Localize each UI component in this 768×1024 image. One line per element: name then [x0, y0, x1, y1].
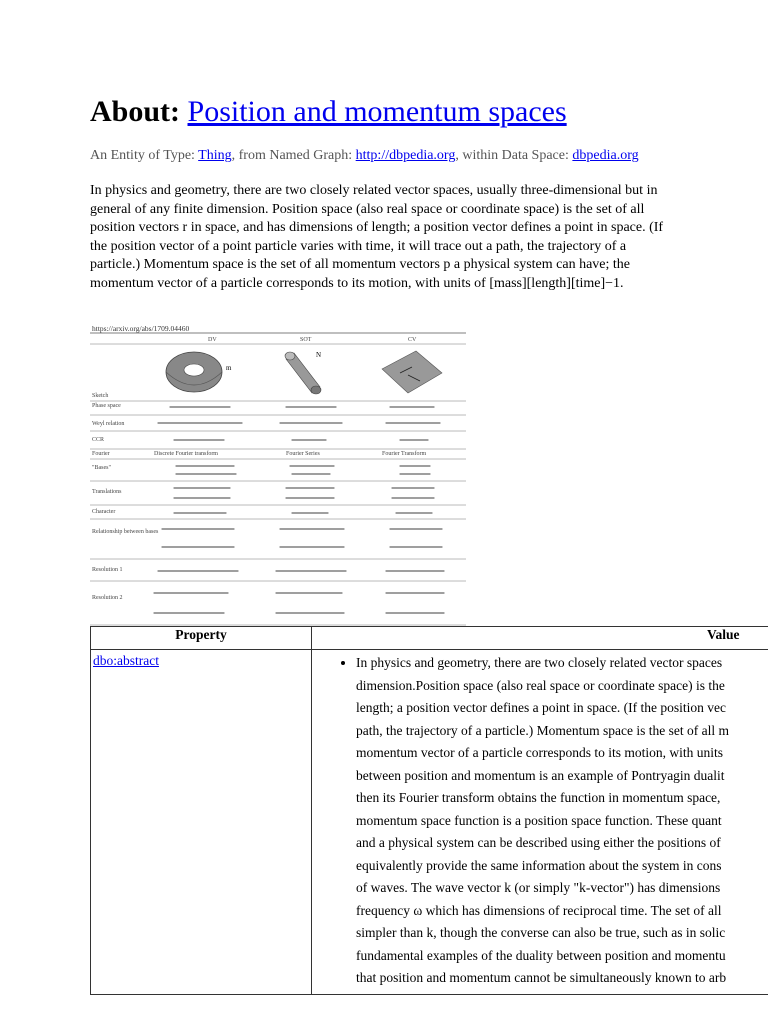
abstract-line: • In physics and geometry, there are two closely related vector spaces — [356, 655, 723, 670]
svg-text:m: m — [226, 364, 232, 372]
row-label: Resolution 2 — [92, 595, 123, 601]
fourier-cell: Fourier Transform — [382, 451, 427, 457]
property-link[interactable]: dbo:abstract — [93, 653, 159, 668]
plane-sketch — [382, 351, 442, 393]
abstract-line: momentum vector of a particle corresponds to its motion, with units — [356, 745, 724, 760]
page — [90, 0, 768, 1024]
figure-col-3: CV — [408, 337, 417, 343]
meta-prefix: An Entity of Type: — [90, 148, 199, 163]
table-row — [91, 650, 768, 995]
row-label: Resolution 1 — [92, 567, 123, 573]
entity-meta — [90, 147, 650, 165]
abstract-line: of waves. The wave vector k (or simply "k-vector") has dimensions — [356, 880, 721, 895]
abstract-line: length; a position vector defines a point in space. (If the position vec — [356, 700, 727, 715]
comparison-table-figure — [90, 323, 466, 627]
title-link[interactable]: Position and momentum spaces — [187, 95, 567, 128]
torus-sketch — [166, 352, 232, 392]
abstract-line: between position and momentum is an example of Pontryagin dualit — [356, 767, 725, 783]
value-column-header — [312, 627, 768, 650]
value-column-label: Value — [707, 627, 740, 642]
fourier-cell: Fourier Series — [286, 451, 320, 457]
abstract-value-item — [356, 652, 768, 990]
abstract-line: then its Fourier transform obtains the function in momentum space, — [356, 790, 721, 805]
row-label: Sketch — [92, 393, 109, 399]
type-link[interactable]: Thing — [198, 148, 232, 163]
figure-col-1: DV — [208, 337, 217, 343]
cylinder-sketch — [285, 351, 321, 394]
abstract-line: frequency ω which has dimensions of reciprocal time. The set of all — [356, 902, 722, 918]
page-title — [90, 92, 567, 132]
row-label: Phase space — [92, 403, 121, 409]
abstract-line: and a physical system can be described using either the positions of — [356, 835, 721, 850]
value-cell — [312, 650, 768, 995]
row-label: Relationship between bases — [92, 529, 159, 535]
table-header-row — [91, 627, 768, 650]
row-label: Weyl relation — [92, 421, 125, 427]
abstract-line: fundamental examples of the duality between position and momentu — [356, 947, 726, 963]
row-label: CCR — [92, 437, 105, 443]
meta-mid: , from Named Graph: — [231, 148, 356, 163]
property-cell — [91, 650, 312, 995]
space-link[interactable]: dbpedia.org — [572, 148, 639, 163]
property-column-header: Property — [91, 627, 312, 650]
abstract-line: equivalently provide the same information about the system in cons — [356, 857, 722, 873]
figure-url: https://arxiv.org/abs/1709.04460 — [92, 324, 190, 333]
abstract-intro: In physics and geometry, there are two closely related vector spaces, usually three-dimensional but in general of any finite dimension. Position space (also real space or coordinate space) is the set of all position vectors r in space, and has dimensions of length; a position vector defines a point in space. (If the position vector of a point particle varies with time, it will trace out a path, the trajectory of a particle.) Momentum space is the set of all momentum vectors p a physical system can have; the momentum vector of a particle corresponds to its motion, with units of [mass][length][time]−1. — [90, 183, 664, 291]
figure-col-2: SOT — [300, 337, 312, 343]
fourier-cell: Discrete Fourier transform — [154, 451, 218, 457]
row-label: Translations — [92, 489, 122, 495]
abstract-line: path, the trajectory of a particle.) Momentum space is the set of all m — [356, 722, 729, 738]
properties-table — [90, 626, 768, 995]
graph-link[interactable]: http://dbpedia.org — [355, 148, 456, 163]
abstract-line: that position and momentum cannot be simultaneously known to arb — [356, 970, 727, 985]
abstract-line: dimension.Position space (also real space or coordinate space) is the — [356, 677, 725, 693]
row-label: Character — [92, 509, 116, 515]
abstract-line: simpler than k, though the converse can also be true, such as in solic — [356, 925, 726, 940]
svg-text:N: N — [316, 351, 322, 359]
row-label: Fourier — [92, 451, 110, 457]
row-label: "Bases" — [92, 465, 111, 471]
abstract-line: momentum space function is a position space function. These quant — [356, 812, 722, 828]
about-label: About: — [90, 95, 181, 128]
meta-suffix: , within Data Space: — [455, 148, 573, 163]
